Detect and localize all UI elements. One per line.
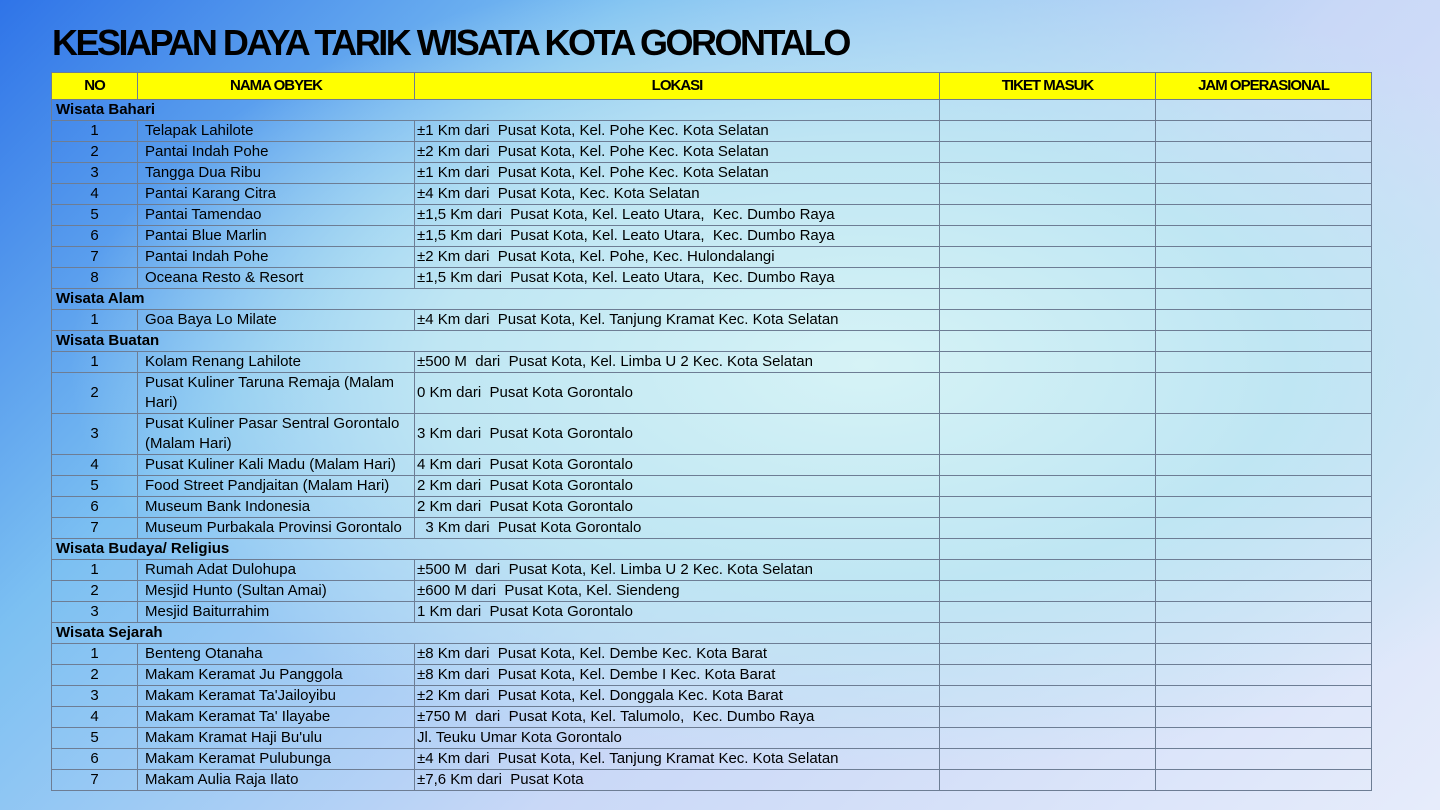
tiket-cell xyxy=(940,749,1156,770)
no-cell: 3 xyxy=(52,163,138,184)
tiket-cell xyxy=(940,497,1156,518)
tiket-cell xyxy=(940,518,1156,539)
nama-cell: Food Street Pandjaitan (Malam Hari) xyxy=(138,476,415,497)
lokasi-cell: ±2 Km dari Pusat Kota, Kel. Pohe Kec. Kota Selatan xyxy=(415,142,940,163)
tiket-cell xyxy=(940,414,1156,455)
lokasi-cell: ±4 Km dari Pusat Kota, Kec. Kota Selatan xyxy=(415,184,940,205)
tiket-cell xyxy=(940,560,1156,581)
jam-cell xyxy=(1156,268,1372,289)
nama-cell: Tangga Dua Ribu xyxy=(138,163,415,184)
jam-cell xyxy=(1156,121,1372,142)
tiket-cell xyxy=(940,247,1156,268)
jam-cell xyxy=(1156,331,1372,352)
table-row xyxy=(52,518,1372,539)
tiket-cell xyxy=(940,539,1156,560)
jam-cell xyxy=(1156,205,1372,226)
nama-cell: Makam Keramat Pulubunga xyxy=(138,749,415,770)
tiket-cell xyxy=(940,476,1156,497)
tiket-cell xyxy=(940,121,1156,142)
table-row xyxy=(52,373,1372,414)
lokasi-cell: ±1,5 Km dari Pusat Kota, Kel. Leato Utara, Kec. Dumbo Raya xyxy=(415,226,940,247)
table-row xyxy=(52,142,1372,163)
nama-cell: Pusat Kuliner Pasar Sentral Gorontalo (Malam Hari) xyxy=(138,414,415,455)
jam-cell xyxy=(1156,184,1372,205)
table-row xyxy=(52,644,1372,665)
no-cell: 3 xyxy=(52,602,138,623)
tiket-cell xyxy=(940,289,1156,310)
lokasi-cell: ±1 Km dari Pusat Kota, Kel. Pohe Kec. Kota Selatan xyxy=(415,163,940,184)
category-row xyxy=(52,539,1372,560)
tiket-cell xyxy=(940,686,1156,707)
category-label: Wisata Alam xyxy=(52,289,940,310)
lokasi-cell: 3 Km dari Pusat Kota Gorontalo xyxy=(415,414,940,455)
jam-cell xyxy=(1156,226,1372,247)
jam-cell xyxy=(1156,414,1372,455)
table-row xyxy=(52,163,1372,184)
lokasi-cell: ±2 Km dari Pusat Kota, Kel. Pohe, Kec. Hulondalangi xyxy=(415,247,940,268)
no-cell: 5 xyxy=(52,728,138,749)
lokasi-cell: ±2 Km dari Pusat Kota, Kel. Donggala Kec. Kota Barat xyxy=(415,686,940,707)
no-cell: 1 xyxy=(52,310,138,331)
jam-cell xyxy=(1156,602,1372,623)
lokasi-cell: 2 Km dari Pusat Kota Gorontalo xyxy=(415,476,940,497)
tiket-cell xyxy=(940,707,1156,728)
no-cell: 6 xyxy=(52,749,138,770)
no-cell: 1 xyxy=(52,352,138,373)
jam-cell xyxy=(1156,518,1372,539)
nama-cell: Makam Keramat Ta'Jailoyibu xyxy=(138,686,415,707)
no-cell: 2 xyxy=(52,665,138,686)
table-row xyxy=(52,686,1372,707)
tiket-cell xyxy=(940,352,1156,373)
table-row xyxy=(52,184,1372,205)
jam-cell xyxy=(1156,352,1372,373)
no-cell: 6 xyxy=(52,226,138,247)
nama-cell: Pantai Blue Marlin xyxy=(138,226,415,247)
lokasi-cell: ±8 Km dari Pusat Kota, Kel. Dembe I Kec. Kota Barat xyxy=(415,665,940,686)
table-header-row xyxy=(52,73,1372,100)
column-header-jam: JAM OPERASIONAL xyxy=(1156,73,1372,100)
nama-cell: Pantai Karang Citra xyxy=(138,184,415,205)
no-cell: 2 xyxy=(52,373,138,414)
nama-cell: Makam Keramat Ta' Ilayabe xyxy=(138,707,415,728)
jam-cell xyxy=(1156,476,1372,497)
tiket-cell xyxy=(940,581,1156,602)
nama-cell: Makam Keramat Ju Panggola xyxy=(138,665,415,686)
lokasi-cell: Jl. Teuku Umar Kota Gorontalo xyxy=(415,728,940,749)
table-row xyxy=(52,770,1372,791)
jam-cell xyxy=(1156,749,1372,770)
category-row xyxy=(52,100,1372,121)
no-cell: 5 xyxy=(52,205,138,226)
tiket-cell xyxy=(940,184,1156,205)
no-cell: 5 xyxy=(52,476,138,497)
tiket-cell xyxy=(940,310,1156,331)
nama-cell: Pusat Kuliner Taruna Remaja (Malam Hari) xyxy=(138,373,415,414)
tiket-cell xyxy=(940,602,1156,623)
lokasi-cell: 4 Km dari Pusat Kota Gorontalo xyxy=(415,455,940,476)
table-row xyxy=(52,560,1372,581)
tiket-cell xyxy=(940,142,1156,163)
lokasi-cell: ±4 Km dari Pusat Kota, Kel. Tanjung Kramat Kec. Kota Selatan xyxy=(415,749,940,770)
category-row xyxy=(52,289,1372,310)
table-row xyxy=(52,455,1372,476)
column-header-tiket: TIKET MASUK xyxy=(940,73,1156,100)
no-cell: 4 xyxy=(52,707,138,728)
nama-cell: Mesjid Baiturrahim xyxy=(138,602,415,623)
lokasi-cell: ±500 M dari Pusat Kota, Kel. Limba U 2 Kec. Kota Selatan xyxy=(415,352,940,373)
no-cell: 8 xyxy=(52,268,138,289)
nama-cell: Rumah Adat Dulohupa xyxy=(138,560,415,581)
no-cell: 7 xyxy=(52,247,138,268)
jam-cell xyxy=(1156,623,1372,644)
table-body xyxy=(52,100,1372,791)
nama-cell: Pantai Indah Pohe xyxy=(138,142,415,163)
nama-cell: Pusat Kuliner Kali Madu (Malam Hari) xyxy=(138,455,415,476)
jam-cell xyxy=(1156,247,1372,268)
nama-cell: Pantai Tamendao xyxy=(138,205,415,226)
jam-cell xyxy=(1156,707,1372,728)
jam-cell xyxy=(1156,497,1372,518)
tiket-cell xyxy=(940,728,1156,749)
jam-cell xyxy=(1156,163,1372,184)
nama-cell: Pantai Indah Pohe xyxy=(138,247,415,268)
table-row xyxy=(52,226,1372,247)
lokasi-cell: 0 Km dari Pusat Kota Gorontalo xyxy=(415,373,940,414)
no-cell: 7 xyxy=(52,770,138,791)
jam-cell xyxy=(1156,560,1372,581)
nama-cell: Museum Purbakala Provinsi Gorontalo xyxy=(138,518,415,539)
table-row xyxy=(52,352,1372,373)
page-title: KESIAPAN DAYA TARIK WISATA KOTA GORONTALO xyxy=(52,22,849,63)
category-label: Wisata Buatan xyxy=(52,331,940,352)
tiket-cell xyxy=(940,373,1156,414)
table-row xyxy=(52,414,1372,455)
jam-cell xyxy=(1156,373,1372,414)
no-cell: 1 xyxy=(52,644,138,665)
table-row xyxy=(52,707,1372,728)
nama-cell: Telapak Lahilote xyxy=(138,121,415,142)
column-header-no: NO xyxy=(52,73,138,100)
tiket-cell xyxy=(940,331,1156,352)
table-row xyxy=(52,247,1372,268)
jam-cell xyxy=(1156,644,1372,665)
category-label: Wisata Bahari xyxy=(52,100,940,121)
tiket-cell xyxy=(940,770,1156,791)
tiket-cell xyxy=(940,205,1156,226)
attractions-table xyxy=(51,72,1372,791)
no-cell: 1 xyxy=(52,560,138,581)
lokasi-cell: ±750 M dari Pusat Kota, Kel. Talumolo, Kec. Dumbo Raya xyxy=(415,707,940,728)
no-cell: 7 xyxy=(52,518,138,539)
tiket-cell xyxy=(940,163,1156,184)
lokasi-cell: ±4 Km dari Pusat Kota, Kel. Tanjung Kramat Kec. Kota Selatan xyxy=(415,310,940,331)
table-row xyxy=(52,665,1372,686)
jam-cell xyxy=(1156,100,1372,121)
table-row xyxy=(52,581,1372,602)
table-row xyxy=(52,476,1372,497)
lokasi-cell: ±1,5 Km dari Pusat Kota, Kel. Leato Utara, Kec. Dumbo Raya xyxy=(415,268,940,289)
tiket-cell xyxy=(940,665,1156,686)
tiket-cell xyxy=(940,623,1156,644)
no-cell: 4 xyxy=(52,455,138,476)
no-cell: 6 xyxy=(52,497,138,518)
no-cell: 2 xyxy=(52,581,138,602)
lokasi-cell: ±1 Km dari Pusat Kota, Kel. Pohe Kec. Kota Selatan xyxy=(415,121,940,142)
table-row xyxy=(52,497,1372,518)
column-header-nama: NAMA OBYEK xyxy=(138,73,415,100)
lokasi-cell: 2 Km dari Pusat Kota Gorontalo xyxy=(415,497,940,518)
table-row xyxy=(52,205,1372,226)
jam-cell xyxy=(1156,665,1372,686)
column-header-lokasi: LOKASI xyxy=(415,73,940,100)
tiket-cell xyxy=(940,644,1156,665)
category-row xyxy=(52,331,1372,352)
jam-cell xyxy=(1156,142,1372,163)
table-row xyxy=(52,602,1372,623)
lokasi-cell: ±8 Km dari Pusat Kota, Kel. Dembe Kec. Kota Barat xyxy=(415,644,940,665)
nama-cell: Makam Aulia Raja Ilato xyxy=(138,770,415,791)
jam-cell xyxy=(1156,539,1372,560)
tiket-cell xyxy=(940,226,1156,247)
jam-cell xyxy=(1156,289,1372,310)
no-cell: 4 xyxy=(52,184,138,205)
tiket-cell xyxy=(940,268,1156,289)
jam-cell xyxy=(1156,686,1372,707)
table-row xyxy=(52,268,1372,289)
jam-cell xyxy=(1156,581,1372,602)
jam-cell xyxy=(1156,310,1372,331)
no-cell: 1 xyxy=(52,121,138,142)
no-cell: 3 xyxy=(52,686,138,707)
nama-cell: Oceana Resto & Resort xyxy=(138,268,415,289)
table-row xyxy=(52,728,1372,749)
nama-cell: Kolam Renang Lahilote xyxy=(138,352,415,373)
no-cell: 3 xyxy=(52,414,138,455)
table-row xyxy=(52,310,1372,331)
table-row xyxy=(52,121,1372,142)
category-label: Wisata Budaya/ Religius xyxy=(52,539,940,560)
jam-cell xyxy=(1156,770,1372,791)
tiket-cell xyxy=(940,100,1156,121)
nama-cell: Museum Bank Indonesia xyxy=(138,497,415,518)
nama-cell: Makam Kramat Haji Bu'ulu xyxy=(138,728,415,749)
nama-cell: Goa Baya Lo Milate xyxy=(138,310,415,331)
nama-cell: Mesjid Hunto (Sultan Amai) xyxy=(138,581,415,602)
lokasi-cell: ±1,5 Km dari Pusat Kota, Kel. Leato Utara, Kec. Dumbo Raya xyxy=(415,205,940,226)
table-row xyxy=(52,749,1372,770)
category-row xyxy=(52,623,1372,644)
jam-cell xyxy=(1156,728,1372,749)
lokasi-cell: ±500 M dari Pusat Kota, Kel. Limba U 2 Kec. Kota Selatan xyxy=(415,560,940,581)
lokasi-cell: ±7,6 Km dari Pusat Kota xyxy=(415,770,940,791)
category-label: Wisata Sejarah xyxy=(52,623,940,644)
lokasi-cell: ±600 M dari Pusat Kota, Kel. Siendeng xyxy=(415,581,940,602)
lokasi-cell: 3 Km dari Pusat Kota Gorontalo xyxy=(415,518,940,539)
no-cell: 2 xyxy=(52,142,138,163)
jam-cell xyxy=(1156,455,1372,476)
nama-cell: Benteng Otanaha xyxy=(138,644,415,665)
tiket-cell xyxy=(940,455,1156,476)
lokasi-cell: 1 Km dari Pusat Kota Gorontalo xyxy=(415,602,940,623)
